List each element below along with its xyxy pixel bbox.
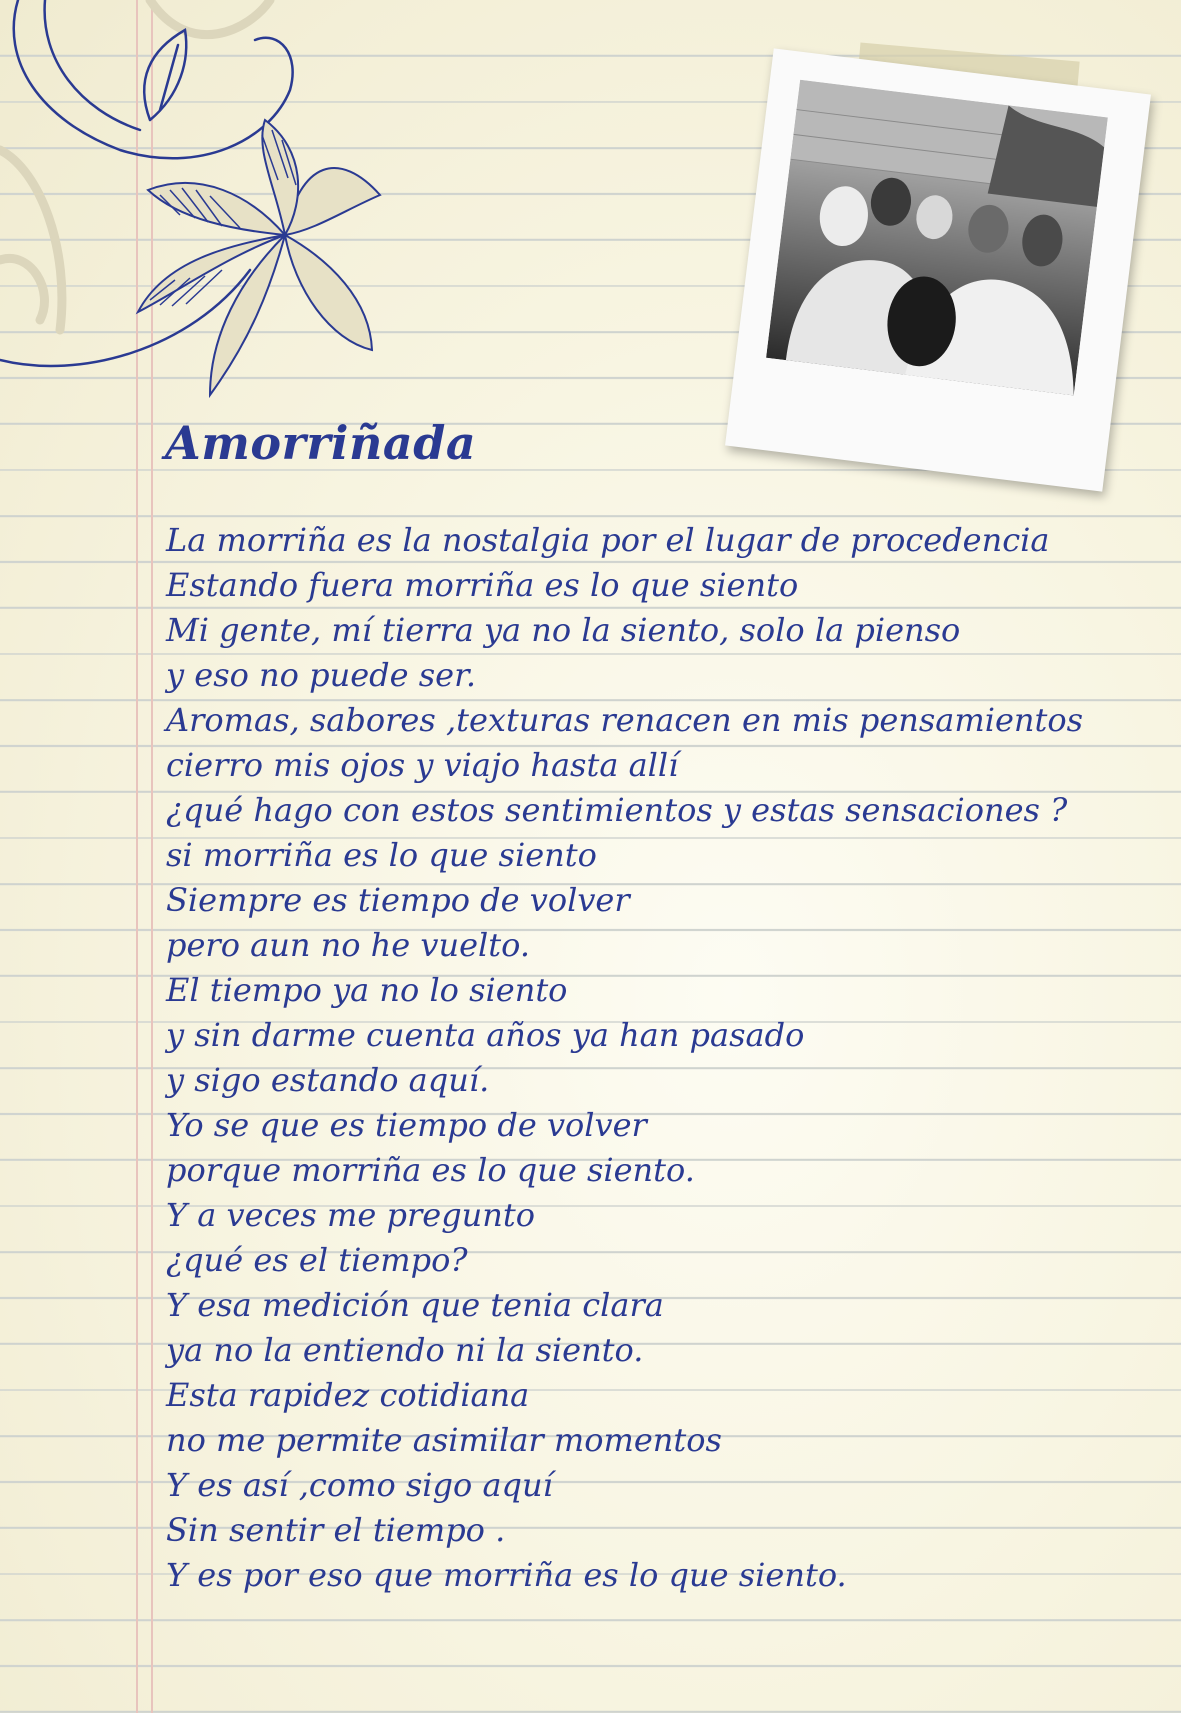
poem-line: Esta rapidez cotidiana — [166, 1376, 530, 1414]
poem-line: ya no la entiendo ni la siento. — [166, 1331, 644, 1369]
poem-line: El tiempo ya no lo siento — [166, 971, 568, 1009]
poem-line: Mi gente, mí tierra ya no la siento, solo la pienso — [166, 611, 961, 649]
floral-doodle-icon — [0, 0, 440, 420]
poem-title: Amorriñada — [165, 416, 477, 470]
poem-line: cierro mis ojos y viajo hasta allí — [166, 746, 679, 784]
poem-line: La morriña es la nostalgia por el lugar de procedencia — [166, 521, 1050, 559]
poem-line: no me permite asimilar momentos — [166, 1421, 722, 1459]
poem-line: y sin darme cuenta años ya han pasado — [166, 1016, 805, 1054]
poem-line: si morriña es lo que siento — [166, 836, 597, 874]
poem-line: ¿qué hago con estos sentimientos y estas sensaciones ? — [166, 791, 1068, 829]
poem-line: pero aun no he vuelto. — [166, 926, 530, 964]
poem-body — [166, 518, 1083, 1598]
poem-line: Aromas, sabores ,texturas renacen en mis pensamientos — [166, 701, 1084, 739]
poem-line: Y es por eso que morriña es lo que siento. — [166, 1556, 847, 1594]
group-photo — [766, 80, 1108, 396]
poem-line: y sigo estando aquí. — [166, 1061, 490, 1099]
poem-line: Y a veces me pregunto — [166, 1196, 536, 1234]
poem-line: Sin sentir el tiempo . — [166, 1511, 506, 1549]
poem-line: Estando fuera morriña es lo que siento — [166, 566, 799, 604]
polaroid-frame — [725, 48, 1151, 491]
poem-line: ¿qué es el tiempo? — [166, 1241, 468, 1279]
poem-line: porque morriña es lo que siento. — [166, 1151, 695, 1189]
poem-line: y eso no puede ser. — [166, 656, 477, 694]
poem-line: Y esa medición que tenia clara — [166, 1286, 664, 1324]
poem-line: Siempre es tiempo de volver — [166, 881, 630, 919]
poem-line: Y es así ,como sigo aquí — [166, 1466, 553, 1504]
poem-line: Yo se que es tiempo de volver — [166, 1106, 647, 1144]
